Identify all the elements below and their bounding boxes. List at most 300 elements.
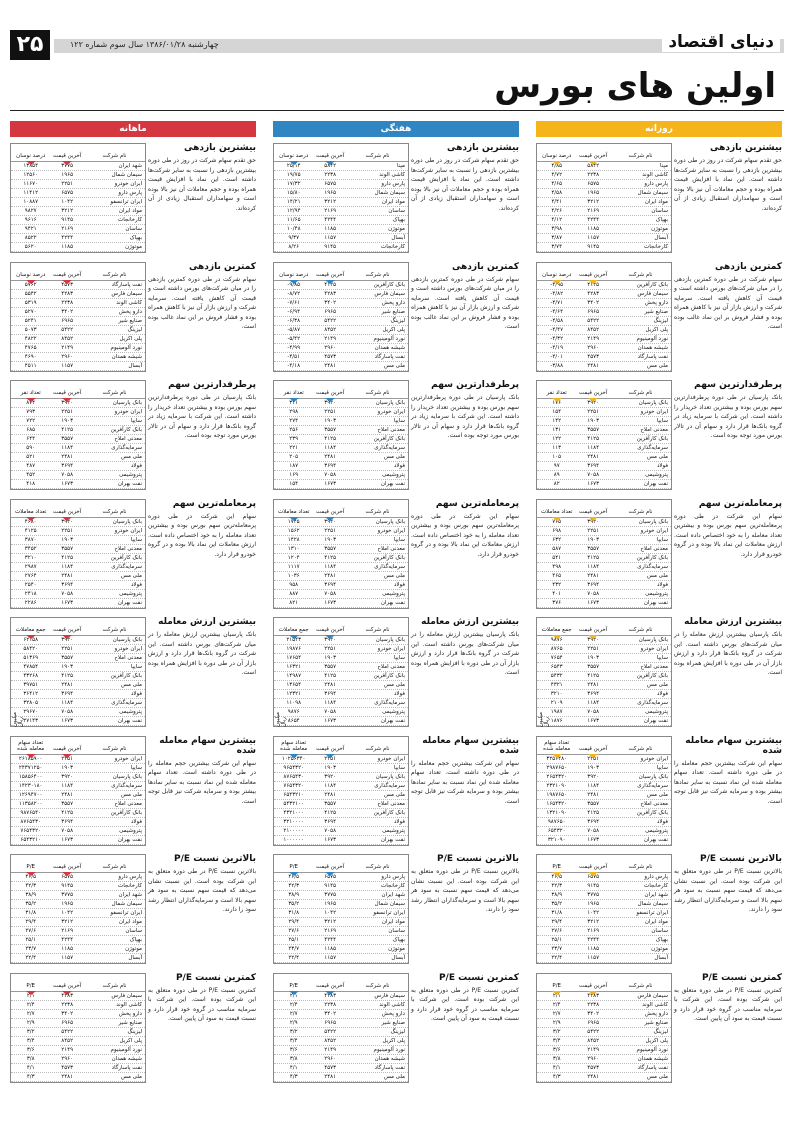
last-price: ۶۹۶۵: [587, 1019, 600, 1026]
ranking-block: [10, 262, 256, 372]
metric-value: ۴/۹۵-: [550, 281, 564, 288]
ranking-description: [674, 262, 782, 332]
table-row: [274, 827, 408, 836]
metric-value: ۹۸۷۶: [287, 709, 300, 715]
last-price: ۱۹۶۵: [587, 190, 600, 196]
ranking-description: [148, 499, 256, 560]
metric-value: ۵۸۴۲۰: [23, 646, 39, 652]
company-name: نفت بهران: [380, 599, 405, 606]
last-price: ۴۵۷۳: [61, 1064, 74, 1071]
company-name: شهد ایران: [644, 892, 668, 898]
last-price: ۴۲۴۴: [61, 937, 74, 943]
company-name: بانک کارآفرین: [110, 554, 142, 561]
last-price: ۳۶۹۴: [324, 691, 337, 697]
last-price: ۱۱۸۴: [61, 782, 74, 789]
last-price: ۷۰۵۸: [61, 590, 74, 597]
metric-value: ۸۲۱: [289, 599, 299, 606]
last-price: ۲۲۳۸: [324, 1001, 337, 1008]
table-header-cell: نام شرکت: [628, 508, 653, 515]
table-row: [537, 681, 671, 690]
table-header-cell: نام شرکت: [365, 745, 390, 752]
metric-value: ۲/۴: [289, 1001, 298, 1008]
company-name: نفت پاسارگاد: [637, 1064, 668, 1071]
company-name: صنایع شیر: [644, 1019, 668, 1026]
company-name: نفت بهران: [380, 718, 405, 724]
ranking-table: [536, 973, 672, 1083]
metric-value: ۵۲۷۰: [24, 308, 37, 315]
metric-value: ۱۳۶۵۴: [286, 682, 302, 688]
metric-value: ۴۶۹۰: [24, 353, 37, 360]
last-price: ۱۶۷۳: [324, 481, 337, 487]
metric-value: ۴۲/۳: [25, 883, 37, 889]
company-name: فولاد: [656, 691, 668, 697]
company-name: پارس دارو: [644, 874, 668, 880]
table-header-cell: تعداد نفر: [11, 381, 50, 398]
metric-value: ۶۴۴: [26, 436, 36, 442]
table-row: [274, 1046, 408, 1055]
metric-value: ۹۶۱۶: [24, 217, 37, 223]
last-price: ۳۵۵۷: [61, 545, 74, 552]
metric-value: ۳/۸۸-: [550, 362, 564, 369]
table-header-cell: درصد نوسان: [11, 263, 50, 280]
table-header: [274, 263, 408, 281]
table-header-cell: نام شرکت: [628, 627, 653, 633]
last-price: ۴۵۷۳: [324, 1064, 337, 1071]
ranking-table: [10, 380, 146, 490]
last-price: ۱۹۰۳: [61, 764, 74, 771]
last-price: ۴۱۲۵: [587, 673, 600, 679]
table-row: [274, 645, 408, 654]
last-price: ۱۶۷۳: [61, 836, 74, 843]
table-row: [11, 954, 145, 963]
company-name: ایران خودرو: [114, 527, 142, 534]
metric-value: ۱۴۲: [552, 418, 562, 424]
ranking-block: [536, 499, 782, 609]
last-price: ۱۰۴۲: [587, 910, 600, 916]
table-header-cell: آخرین قیمت: [50, 855, 84, 872]
company-name: سرمایه‌گذاری: [111, 563, 142, 570]
last-price: ۴۲۴۴: [587, 937, 600, 943]
ranking-text: سهام این شرکت بیشترین حجم معامله را در طی دوره داشته است. تعداد سهام معامله شده این نماد نسبت به سایر نمادها بیشتر بوده و سرمایه شرکت نیز قابل توجه است.: [148, 759, 256, 805]
company-name: بانک پارسیان: [375, 637, 405, 643]
metric-value: ۳۱/۸: [25, 910, 37, 916]
table-row: [274, 417, 408, 426]
table-header-cell: نام شرکت: [102, 745, 127, 752]
last-price: ۳۶۹۴: [61, 463, 74, 469]
table-row: [537, 344, 671, 353]
company-name: ایران خودرو: [114, 181, 142, 187]
last-price: ۳۹۲۰: [61, 637, 74, 643]
metric-value: ۳۱/۸: [288, 910, 300, 916]
table-header-cell: آخرین قیمت: [576, 263, 610, 280]
company-name: بهپاک: [129, 937, 142, 943]
last-price: ۲۴۸۱: [587, 791, 600, 798]
table-row: [537, 225, 671, 234]
last-price: ۳۵۵۷: [61, 436, 74, 442]
last-price: ۱۹۰۳: [587, 536, 600, 543]
metric-value: ۱۴/۲۱: [286, 199, 301, 205]
last-price: ۲۲۵۱: [61, 409, 74, 415]
table-row: [537, 408, 671, 417]
ranking-description: [148, 736, 256, 807]
table-row: [274, 299, 408, 308]
table-header: [11, 263, 145, 281]
company-name: شیشه همدان: [637, 1055, 668, 1062]
table-row: [274, 1073, 408, 1082]
company-name: سرمایه‌گذاری: [374, 782, 405, 789]
ranking-table: [536, 380, 672, 490]
table-header-cell: درصد نوسان: [537, 144, 576, 161]
last-price: ۲۱۴۹: [587, 1046, 600, 1053]
table-row: [11, 527, 145, 536]
table-header-cell: نام شرکت: [102, 982, 127, 989]
company-name: بانک پارسیان: [638, 518, 668, 525]
metric-value: ۳۸۷۰: [24, 536, 37, 543]
metric-value: ۴/۴۷-: [550, 326, 564, 333]
table-row: [274, 198, 408, 207]
company-name: ملی مس: [646, 682, 668, 688]
table-row: [537, 581, 671, 590]
table-header-cell: نام شرکت: [102, 627, 127, 633]
metric-value: ۳/۹۸: [551, 226, 563, 232]
last-price: ۲۴۸۱: [587, 1073, 600, 1080]
ranking-table: [10, 736, 146, 846]
company-name: نفت بهران: [643, 481, 668, 487]
last-price: ۳۷۷۵: [61, 163, 74, 169]
table-header-cell: آخرین قیمت: [576, 855, 610, 872]
company-name: پارس دارو: [381, 181, 405, 187]
table-header: [537, 500, 671, 518]
company-name: لیزینگ: [653, 1028, 668, 1035]
table-row: [11, 462, 145, 471]
last-price: ۲۴۸۱: [587, 682, 600, 688]
table-row: [537, 198, 671, 207]
metric-value: ۲۷۴: [289, 418, 299, 424]
last-price: ۶۹۶۵: [324, 308, 337, 315]
company-name: پارس دارو: [644, 181, 668, 187]
metric-value: ۲۵/۱: [551, 937, 563, 943]
table-row: [274, 918, 408, 927]
metric-value: ۱۵۴: [552, 409, 562, 415]
metric-value: ۴۵۱۱: [24, 362, 37, 369]
metric-value: ۴۳۲۱: [550, 682, 563, 688]
page-title: اولین های بورس: [494, 66, 776, 106]
table-header-cell: آخرین قیمت: [313, 263, 347, 280]
company-name: بانک کارآفرین: [373, 281, 405, 288]
table-header-cell: نام شرکت: [365, 271, 390, 278]
metric-value: ۱۵۸۵۶۴۰۰: [18, 773, 43, 780]
table-row: [11, 545, 145, 554]
table-row: [537, 189, 671, 198]
company-name: بانک کارآفرین: [110, 427, 142, 433]
ranking-text: سهام شرکت در طی دوره کمترین بازدهی را در میان شرکت‌های بورس داشته است و قیمت آن کاهش یافته است. سرمایه شرکت و ارزش بازار آن نیز با کاهش همراه بوده و فشار فروش بر این نماد غالب بوده است.: [411, 275, 519, 330]
table-header-cell: تعداد نفر: [537, 381, 576, 398]
metric-value: ۷۶۵۴۳۲۰: [283, 782, 305, 789]
table-header-cell: درصد نوسان: [274, 144, 313, 161]
metric-value: ۲۹/۴: [551, 919, 563, 925]
company-name: سیمان شمال: [374, 901, 405, 907]
last-price: ۱۱۸۵: [61, 244, 74, 250]
metric-value: ۳۲۱۰۹۰: [547, 836, 566, 843]
table-row: [274, 189, 408, 198]
table-row: [537, 900, 671, 909]
metric-value: ۲۵/۱: [25, 937, 37, 943]
last-price: ۵۴۲۲: [587, 1028, 600, 1035]
metric-value: ۴/۰۱-: [550, 353, 564, 360]
last-price: ۲۴۸۱: [61, 682, 74, 688]
table-row: [537, 800, 671, 809]
metric-value: ۵۰۷۳: [24, 326, 37, 333]
company-name: مواد ایران: [644, 199, 668, 205]
metric-value: ۲۲/۴: [25, 955, 37, 961]
metric-value: ۵۷۶۲: [24, 281, 37, 288]
last-price: ۱۱۸۴: [324, 700, 337, 706]
table-row: [274, 681, 408, 690]
ranking-table: [10, 262, 146, 372]
table-header-cell: نام شرکت: [365, 982, 390, 989]
ranking-text: حق تقدم سهام شرکت در روز در طی دوره بیشترین بازدهی را نسبت به سایر شرکت‌ها داشته است. این نماد با افزایش قیمت همراه بوده و حجم معاملات آن نیز بالا بوده است و سهامداران استقبال زیادی از آن کرده‌اند.: [411, 157, 519, 212]
company-name: نورد آلومینیوم: [373, 1046, 405, 1053]
table-row: [537, 290, 671, 299]
metric-value: ۸۵۲۲: [24, 235, 37, 241]
metric-value: ۵۲۴۱: [24, 317, 37, 324]
last-price: ۴۵۷۳: [587, 353, 600, 360]
table-row: [11, 198, 145, 207]
last-price: ۳۲۱۲: [61, 919, 74, 925]
ranking-description: [674, 617, 782, 678]
metric-value: ۲۲/۴: [551, 955, 563, 961]
table-row: [274, 708, 408, 717]
metric-value: ۴/۴۱: [551, 199, 563, 205]
table-header-cell: نام شرکت: [365, 864, 390, 870]
table-row: [537, 672, 671, 681]
table-header: [274, 500, 408, 518]
company-name: سرمایه‌گذاری: [637, 445, 668, 451]
metric-value: ۳۲۵۶۴۸۰: [546, 755, 568, 762]
company-name: شهد ایران: [118, 163, 142, 169]
table-row: [274, 344, 408, 353]
last-price: ۱۱۵۷: [61, 362, 74, 369]
metric-value: ۴۳۲۶۸: [23, 673, 39, 679]
metric-value: ۹۴۲۱: [24, 226, 37, 232]
ranking-title: کمترین بازدهی: [714, 261, 782, 272]
last-price: ۱۱۵۷: [324, 955, 337, 961]
table-row: [537, 462, 671, 471]
table-row: [537, 708, 671, 717]
table-row: [11, 1001, 145, 1010]
company-name: سیمان شمال: [374, 190, 405, 196]
table-header-cell: نام شرکت: [628, 745, 653, 752]
metric-value: ۷/۶۱-: [287, 299, 301, 306]
last-price: ۲۹۶۰: [587, 1055, 600, 1062]
company-name: پلی اکریل: [119, 335, 142, 342]
metric-value: ۴/۷۱-: [550, 299, 564, 306]
last-price: ۲۲۵۱: [61, 646, 74, 652]
metric-value: ۴/۶۵: [551, 181, 563, 187]
table-header: [537, 263, 671, 281]
table-header-cell: جمع معاملات: [11, 618, 50, 635]
company-name: نورد آلومینیوم: [636, 335, 668, 342]
metric-value: ۴۷۶۵: [24, 344, 37, 351]
company-name: سرمایه‌گذاری: [637, 700, 668, 706]
table-row: [274, 563, 408, 572]
table-header-cell: آخرین قیمت: [313, 618, 347, 635]
last-price: ۴۱۲۵: [61, 809, 74, 816]
metric-value: ۱۷/۳۲: [286, 181, 301, 187]
last-price: ۱۶۷۳: [61, 599, 74, 606]
table-row: [537, 480, 671, 489]
table-header-cell: نام شرکت: [365, 390, 390, 396]
table-row: [537, 945, 671, 954]
last-price: ۳۹۲۰: [61, 400, 74, 406]
table-row: [11, 308, 145, 317]
metric-value: ۱۹۸۷۶۵۰: [546, 791, 568, 798]
ranking-title: بالاترین نسبت P/E: [437, 854, 519, 864]
company-name: نفت بهران: [380, 836, 405, 843]
metric-value: ۱۷۶۵۴: [286, 655, 302, 661]
metric-value: ۲۱۰۰۰۰۰: [283, 827, 305, 834]
company-name: سایپا: [656, 764, 668, 771]
last-price: ۴۱۲۵: [324, 281, 337, 288]
metric-value: ۱۹/۷۵: [286, 172, 301, 178]
last-price: ۴۲۸۳: [587, 290, 600, 297]
last-price: ۷۰۵۸: [587, 827, 600, 834]
table-header-cell: تعداد معاملات: [274, 500, 313, 517]
last-price: ۲۴۸۱: [61, 454, 74, 460]
ranking-text: بالاترین نسبت P/E در طی دوره متعلق به این شرکت بوده است. این نسبت نشان می‌دهد که قیمت سهم نسبت به سود هر سهم بالا است و سرمایه‌گذاران انتظار رشد سود را دارند.: [674, 868, 782, 913]
table-header: [11, 855, 145, 873]
table-row: [11, 891, 145, 900]
company-name: کاشی الوند: [642, 1001, 668, 1008]
company-name: فولاد: [656, 463, 668, 469]
table-row: [537, 599, 671, 608]
table-row: [274, 1028, 408, 1037]
metric-value: ۴/۳: [26, 1073, 35, 1080]
metric-value: ۳/۴: [552, 1037, 561, 1044]
table-header-cell: P/E: [274, 974, 313, 991]
table-row: [11, 171, 145, 180]
table-header-cell: نام شرکت: [365, 153, 390, 159]
table-row: [537, 909, 671, 918]
company-name: پتروشیمی: [645, 709, 668, 715]
metric-value: ۱۷۶: [552, 400, 562, 406]
last-price: ۲۱۴۹: [324, 335, 337, 342]
last-price: ۲۴۸۱: [61, 791, 74, 798]
company-name: مواد ایران: [381, 919, 405, 925]
ranking-block: [273, 380, 519, 490]
metric-value: ۳/۲: [552, 1028, 561, 1035]
table-row: [537, 764, 671, 773]
title-divider: [10, 110, 784, 111]
company-name: صنایع شیر: [118, 1019, 142, 1026]
table-row: [11, 663, 145, 672]
last-price: ۳۷۷۵: [324, 892, 337, 898]
company-name: نفت پاسارگاد: [374, 353, 405, 360]
table-row: [11, 791, 145, 800]
table-row: [274, 335, 408, 344]
last-price: ۲۲۳۸: [61, 1001, 74, 1008]
company-name: بانک کارآفرین: [636, 554, 668, 561]
last-price: ۳۴۰۲: [587, 299, 600, 306]
ranking-text: بانک پارسیان در طی دوره پرطرفدارترین سهم بورس بوده و بیشترین تعداد خریدار را داشته است. این شرکت با سرمایه زیاد در گروه بانک‌ها قرار دارد و سهام آن در تالار بورس مورد توجه بوده است.: [411, 394, 519, 439]
last-price: ۴۱۲۵: [61, 673, 74, 679]
metric-value: ۸۶۵۴: [287, 718, 300, 724]
metric-value: ۳۲۱۰: [550, 691, 563, 697]
last-price: ۴۲۸۳: [324, 992, 337, 999]
company-name: ملی مس: [383, 1073, 405, 1080]
company-name: ملی مس: [120, 1073, 142, 1080]
last-price: ۳۷۷۵: [61, 892, 74, 898]
table-header-cell: آخرین قیمت: [313, 974, 347, 991]
last-price: ۳۶۹۴: [61, 691, 74, 697]
last-price: ۶۹۶۵: [61, 317, 74, 324]
table-row: [274, 1064, 408, 1073]
table-row: [274, 317, 408, 326]
ranking-table: [10, 499, 146, 609]
last-price: ۱۰۴۲: [61, 199, 74, 205]
company-name: نفت بهران: [117, 718, 142, 724]
company-name: بانک کارآفرین: [636, 281, 668, 288]
table-header-cell: آخرین قیمت: [50, 381, 84, 398]
table-row: [11, 453, 145, 462]
metric-value: ۱۲/۹۴: [286, 208, 301, 214]
last-price: ۳۹۲۰: [587, 773, 600, 780]
company-name: ملی مس: [383, 362, 405, 369]
last-price: ۱۱۸۴: [61, 445, 74, 451]
ranking-description: [148, 380, 256, 441]
table-row: [537, 717, 671, 726]
last-price: ۷۰۵۸: [324, 590, 337, 597]
last-price: ۴۵۷۳: [61, 281, 74, 288]
metric-value: ۶۵۴۳: [550, 664, 563, 670]
last-price: ۷۰۵۸: [587, 472, 600, 478]
company-name: ملی مس: [383, 572, 405, 579]
last-price: ۱۹۶۵: [61, 172, 74, 178]
company-name: سیمان فارس: [111, 992, 142, 999]
table-row: [11, 536, 145, 545]
last-price: ۲۲۳۸: [587, 1001, 600, 1008]
table-header-cell: تعداد معاملات: [11, 500, 50, 517]
metric-value: ۹/۳۷: [288, 235, 300, 241]
metric-value: ۳۲۸۰۵: [23, 700, 39, 706]
last-price: ۳۹۲۰: [324, 637, 337, 643]
company-name: بهپاک: [392, 217, 405, 223]
table-row: [274, 945, 408, 954]
metric-value: ۱۳۸۵۴: [23, 163, 39, 169]
company-name: ایران خودرو: [114, 646, 142, 652]
last-price: ۴۲۴۴: [61, 235, 74, 241]
table-header-cell: نام شرکت: [628, 390, 653, 396]
company-name: ایران خودرو: [640, 755, 668, 762]
last-price: ۱۶۷۳: [587, 599, 600, 606]
last-price: ۶۹۶۵: [324, 1019, 337, 1026]
metric-value: ۱۱۰۹۸: [286, 700, 302, 706]
ranking-description: [674, 143, 782, 213]
last-price: ۳۴۰۲: [587, 1010, 600, 1017]
ranking-block: [273, 854, 519, 964]
company-name: ایران خودرو: [114, 755, 142, 762]
company-name: سیمان فارس: [374, 290, 405, 297]
table-header-cell: نام شرکت: [628, 271, 653, 278]
last-price: ۳۴۰۲: [61, 308, 74, 315]
ranking-text: سهام این شرکت بیشترین حجم معامله را در طی دوره داشته است. تعداد سهام معامله شده این نماد نسبت به سایر نمادها بیشتر بوده و سرمایه شرکت نیز قابل توجه است.: [411, 759, 519, 805]
company-name: ساسان: [388, 208, 405, 214]
metric-value: ۴/۱۲: [551, 217, 563, 223]
metric-value: ۳/۲: [26, 1028, 35, 1035]
table-row: [274, 290, 408, 299]
company-name: سایپا: [393, 764, 405, 771]
table-header-cell: نام شرکت: [365, 508, 390, 515]
